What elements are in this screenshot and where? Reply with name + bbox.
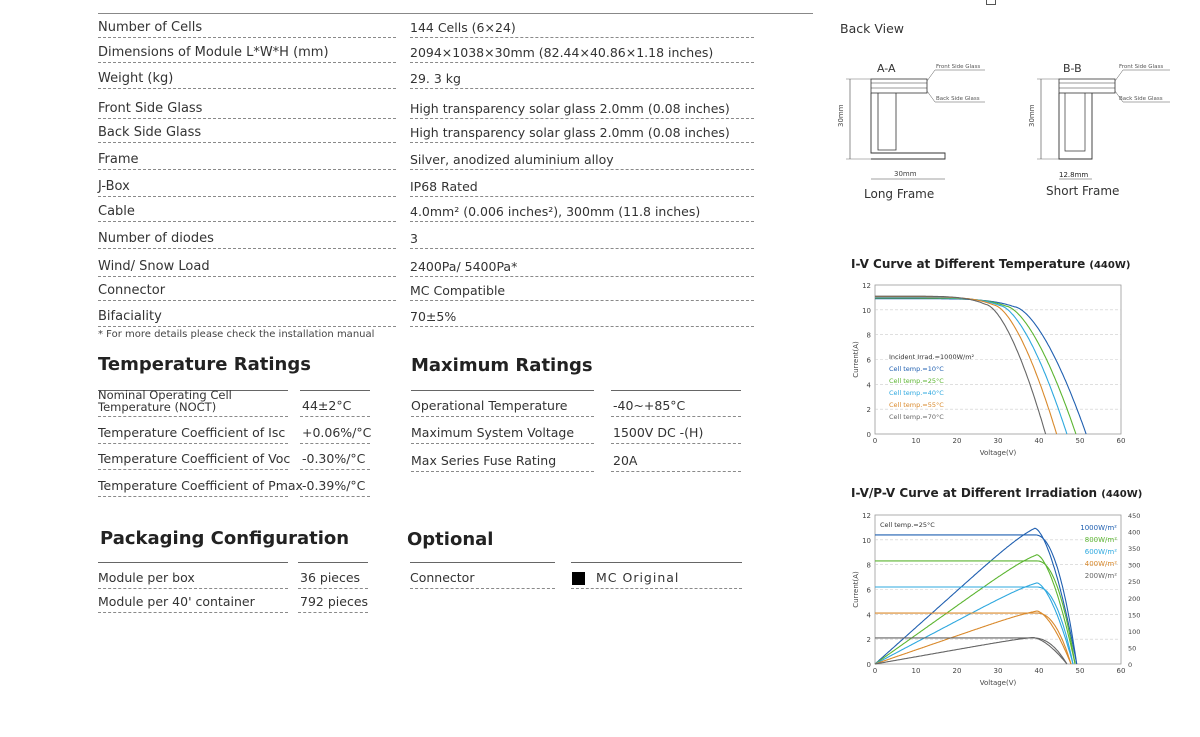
row-label: Temperature Coefficient of Voc [98, 451, 291, 466]
spec-row [98, 198, 813, 222]
row-value: 36 pieces [300, 570, 361, 585]
row-label: Max Series Fuse Rating [411, 453, 557, 468]
spec-value: 144 Cells (6×24) [410, 20, 516, 35]
dash [300, 496, 370, 497]
y2-tick-label: 50 [1128, 644, 1137, 653]
row-label: Temperature Coefficient of Isc [98, 425, 286, 440]
iv-series-line [875, 613, 1071, 664]
row-label: Maximum System Voltage [411, 425, 575, 440]
frame-cross-sections [830, 55, 1190, 205]
dash [300, 416, 370, 417]
spec-label: Number of Cells [98, 20, 203, 35]
dash [98, 196, 396, 197]
dash [410, 37, 754, 38]
spec-label: Weight (kg) [98, 71, 174, 86]
dash [410, 142, 754, 143]
legend-entry: Cell temp.=55°C [889, 401, 944, 409]
table-row [98, 444, 370, 470]
back-glass-label: Back Side Glass [936, 96, 980, 102]
row-label: Nominal Operating Cell Temperature (NOCT) [98, 388, 232, 414]
y-tick-label: 2 [866, 406, 871, 415]
y2-tick-label: 150 [1128, 611, 1141, 620]
y-tick-label: 2 [866, 636, 871, 645]
y2-tick-label: 200 [1128, 594, 1141, 603]
connector-swatch-icon [572, 572, 585, 585]
legend-entry: Cell temp.=70°C [889, 413, 944, 421]
y-tick-label: 12 [862, 282, 871, 290]
y-tick-label: 8 [866, 331, 871, 340]
spec-row [98, 253, 813, 277]
x-tick-label: 50 [1075, 667, 1085, 675]
optional-title: Optional [407, 529, 494, 550]
dash [98, 62, 396, 63]
table-row [411, 418, 741, 444]
x-tick-label: 20 [952, 667, 962, 675]
cut-mark-icon [986, 0, 996, 5]
x-axis-label: Voltage(V) [979, 679, 1017, 687]
spec-row [98, 119, 813, 143]
spec-label: Front Side Glass [98, 101, 203, 116]
optional-value: MC Original [596, 570, 680, 585]
legend-entry: Cell temp.=25°C [889, 377, 944, 385]
x-tick-label: 20 [952, 437, 962, 445]
y2-tick-label: 100 [1128, 627, 1141, 636]
spec-value: High transparency solar glass 2.0mm (0.08 inches) [410, 125, 730, 140]
section-bb-label: B-B [1063, 62, 1082, 75]
chart-iv-pv-irradiation [845, 507, 1155, 702]
iv-series-line [875, 535, 1077, 664]
y-tick-label: 10 [862, 306, 871, 315]
spec-label: Bifaciality [98, 309, 162, 324]
iv-series-line [875, 587, 1073, 664]
legend-title: Incident Irrad.=1000W/m² [889, 353, 975, 361]
dash [98, 248, 396, 249]
spec-label: Wind/ Snow Load [98, 259, 210, 274]
table-row [411, 446, 741, 472]
y-tick-label: 6 [866, 586, 871, 595]
dash [98, 416, 288, 417]
x-tick-label: 30 [993, 667, 1003, 675]
x-axis-label: Voltage(V) [979, 449, 1017, 457]
y-tick-label: 0 [866, 431, 871, 439]
x-tick-label: 60 [1116, 667, 1126, 675]
spec-label: J-Box [98, 179, 130, 194]
y2-tick-label: 350 [1128, 545, 1141, 554]
long-frame-diagram [837, 62, 985, 201]
dash [611, 471, 741, 472]
row-value: 792 pieces [300, 594, 369, 609]
dash [98, 37, 396, 38]
spec-value: 70±5% [410, 309, 457, 324]
height-dim-label: 30mm [837, 104, 845, 127]
y-tick-label: 4 [866, 381, 871, 390]
x-tick-label: 30 [993, 437, 1003, 445]
row-label: Temperature Coefficient of Pmax [98, 478, 303, 493]
annotation: Cell temp.=25°C [880, 521, 935, 529]
dash [98, 142, 396, 143]
legend-entry: 800W/m² [1084, 536, 1117, 544]
dash [571, 588, 742, 589]
dash [410, 588, 555, 589]
row-label: Operational Temperature [411, 398, 568, 413]
spec-value: IP68 Rated [410, 179, 478, 194]
legend-entry: 600W/m² [1084, 548, 1117, 556]
spec-value: 2400Pa/ 5400Pa* [410, 259, 518, 274]
spec-label: Dimensions of Module L*W*H (mm) [98, 45, 329, 60]
row-value: +0.06%/°C [302, 425, 372, 440]
spec-row [98, 39, 813, 63]
chart-iv-temperature-title: I-V Curve at Different Temperature (440W) [851, 257, 1131, 271]
packaging-title: Packaging Configuration [100, 528, 350, 549]
dash [298, 612, 368, 613]
y-tick-label: 12 [862, 512, 871, 520]
dash [410, 248, 754, 249]
spec-value: 4.0mm² (0.006 inches²), 300mm (11.8 inches) [410, 204, 701, 219]
dash [411, 471, 594, 472]
spec-row [98, 277, 813, 301]
spec-value: 2094×1038×30mm (82.44×40.86×1.18 inches) [410, 45, 714, 60]
x-tick-label: 10 [911, 667, 921, 675]
y-tick-label: 10 [862, 536, 871, 545]
dash [300, 469, 370, 470]
short-width-dim-label: 12.8mm [1059, 171, 1089, 179]
row-label: Module per 40' container [98, 594, 255, 609]
y2-tick-label: 400 [1128, 528, 1141, 537]
spec-label: Cable [98, 204, 135, 219]
y2-tick-label: 250 [1128, 578, 1141, 587]
spec-row [98, 146, 813, 170]
table-row [98, 388, 370, 417]
y2-tick-label: 300 [1128, 561, 1141, 570]
dash [98, 88, 396, 89]
pv-series-line [875, 638, 1067, 665]
dash [410, 221, 754, 222]
section-aa-label: A-A [877, 62, 896, 75]
spec-row [98, 14, 813, 38]
row-value: 20A [613, 453, 638, 468]
row-value: -0.39%/°C [302, 478, 366, 493]
row-value: 1500V DC -(H) [613, 425, 704, 440]
spec-row [98, 225, 813, 249]
dash [411, 443, 594, 444]
short-frame-diagram [1028, 62, 1170, 198]
row-label: Module per box [98, 570, 195, 585]
y-tick-label: 8 [866, 561, 871, 570]
table-row [98, 587, 368, 613]
dash [98, 612, 288, 613]
spec-row [98, 303, 813, 327]
x-tick-label: 10 [911, 437, 921, 445]
spec-label: Connector [98, 283, 166, 298]
y2-tick-label: 450 [1128, 512, 1141, 520]
y-tick-label: 0 [866, 661, 871, 669]
dash [410, 169, 754, 170]
table-row [98, 563, 368, 589]
back-view-title: Back View [840, 21, 904, 36]
legend-entry: 1000W/m² [1080, 524, 1117, 532]
dash [98, 221, 396, 222]
dash [411, 416, 594, 417]
row-value: -0.30%/°C [302, 451, 366, 466]
optional-row [410, 563, 742, 589]
spec-label: Number of diodes [98, 231, 214, 246]
spec-value: 29. 3 kg [410, 71, 461, 86]
dash [98, 326, 396, 327]
dash [98, 169, 396, 170]
y-tick-label: 4 [866, 611, 871, 620]
optional-label: Connector [410, 570, 475, 585]
spec-row [98, 95, 813, 119]
y2-tick-label: 0 [1128, 661, 1133, 669]
dash [98, 496, 288, 497]
temperature-ratings-title: Temperature Ratings [98, 354, 311, 375]
spec-value: MC Compatible [410, 283, 506, 298]
spec-value: Silver, anodized aluminium alloy [410, 152, 614, 167]
front-glass-label: Front Side Glass [936, 64, 981, 70]
installation-note: * For more details please check the installation manual [98, 329, 375, 340]
height-dim-label-b: 30mm [1028, 104, 1036, 127]
short-frame-label: Short Frame [1046, 184, 1120, 198]
dash [98, 469, 288, 470]
dash [410, 62, 754, 63]
dash [410, 300, 754, 301]
dash [410, 88, 754, 89]
back-glass-label-b: Back Side Glass [1119, 96, 1163, 102]
x-tick-label: 60 [1116, 437, 1126, 445]
x-tick-label: 40 [1034, 667, 1044, 675]
front-glass-label-b: Front Side Glass [1119, 64, 1164, 70]
legend-entry: 400W/m² [1084, 560, 1117, 568]
table-row [411, 391, 741, 417]
row-value: 44±2°C [302, 398, 352, 413]
y-axis-label: Current(A) [852, 571, 860, 608]
x-tick-label: 40 [1034, 437, 1044, 445]
iv-series-line [875, 638, 1067, 664]
legend-entry: Cell temp.=10°C [889, 365, 944, 373]
row-value: -40~+85°C [613, 398, 686, 413]
chart-iv-pv-irradiation-title: I-V/P-V Curve at Different Irradiation (440W) [851, 486, 1143, 500]
spec-value: 3 [410, 231, 418, 246]
spec-value: High transparency solar glass 2.0mm (0.08 inches) [410, 101, 730, 116]
dash [611, 443, 741, 444]
table-row [98, 471, 370, 497]
spec-row [98, 173, 813, 197]
x-tick-label: 0 [872, 437, 878, 445]
table-row [98, 418, 370, 444]
x-tick-label: 0 [872, 667, 878, 675]
y-axis-label: Current(A) [852, 341, 860, 378]
dash [98, 300, 396, 301]
dash [410, 196, 754, 197]
y-tick-label: 6 [866, 356, 871, 365]
dash [611, 416, 741, 417]
long-frame-label: Long Frame [864, 187, 935, 201]
legend-entry: Cell temp.=40°C [889, 389, 944, 397]
spec-row [98, 65, 813, 89]
dash [410, 326, 754, 327]
legend-entry: 200W/m² [1084, 572, 1117, 580]
pv-series-line [875, 583, 1073, 664]
x-tick-label: 50 [1075, 437, 1085, 445]
long-width-dim-label: 30mm [894, 170, 917, 178]
spec-label: Back Side Glass [98, 125, 202, 140]
chart-iv-temperature [845, 277, 1135, 462]
maximum-ratings-title: Maximum Ratings [411, 355, 593, 376]
spec-label: Frame [98, 152, 139, 167]
